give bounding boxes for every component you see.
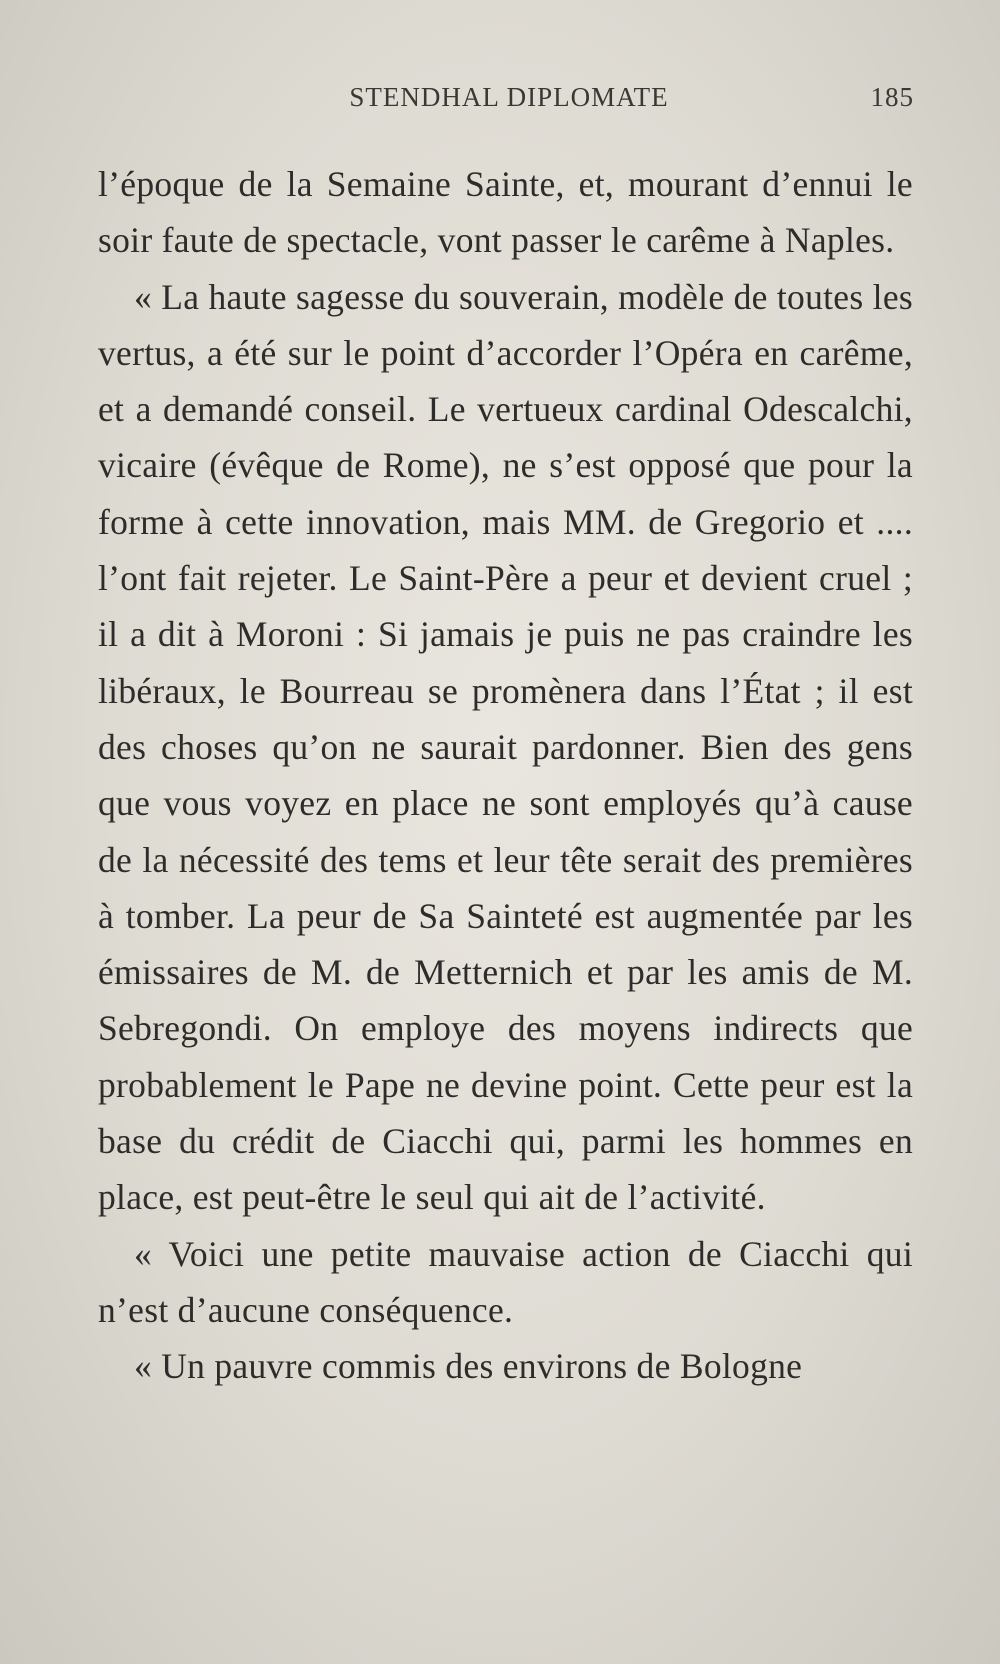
paragraph-quote-ciacchi: « Voici une petite mauvaise action de Ciacchi qui n’est d’aucune conséquence. — [98, 1233, 913, 1330]
page-number: 185 — [870, 82, 914, 112]
body-text — [98, 156, 913, 1395]
paragraph-quote-report: « La haute sagesse du souverain, modèle de toutes les vertus, a été sur le point d’accorder l’Opéra en carême, et a demandé conseil. Le vertueux cardinal Odescalchi, vicaire (évêque de Rome), ne s’est opposé que pour la forme à cette innovation, mais MM. de Gregorio et .... l’ont fait rejeter. Le Saint-Père a peur et devient cruel ; il a dit à Moroni : Si jamais je puis ne pas craindre les libéraux, le Bourreau se promènera dans l’État ; il est des choses qu’on ne saurait pardonner. Bien des gens que vous voyez en place ne sont employés qu’à cause de la nécessité des tems et leur tête serait des premières à tomber. La peur de Sa Sainteté est augmentée par les émissaires de M. de Metternich et par les amis de M. Sebregondi. On employe des moyens indirects que probablement le Pape ne devine point. Cette peur est la base du crédit de Ciacchi qui, parmi les hommes en place, est peut-être le seul qui ait de l’activité. — [98, 276, 913, 1218]
paragraph-continuation: l’époque de la Semaine Sainte, et, mourant d’ennui le soir faute de spectacle, vont passer le carême à Naples. — [98, 164, 913, 261]
paragraph-quote-commis: « Un pauvre commis des environs de Bologne — [134, 1346, 803, 1387]
running-head — [98, 82, 920, 122]
running-title: STENDHAL DIPLOMATE — [349, 82, 669, 112]
